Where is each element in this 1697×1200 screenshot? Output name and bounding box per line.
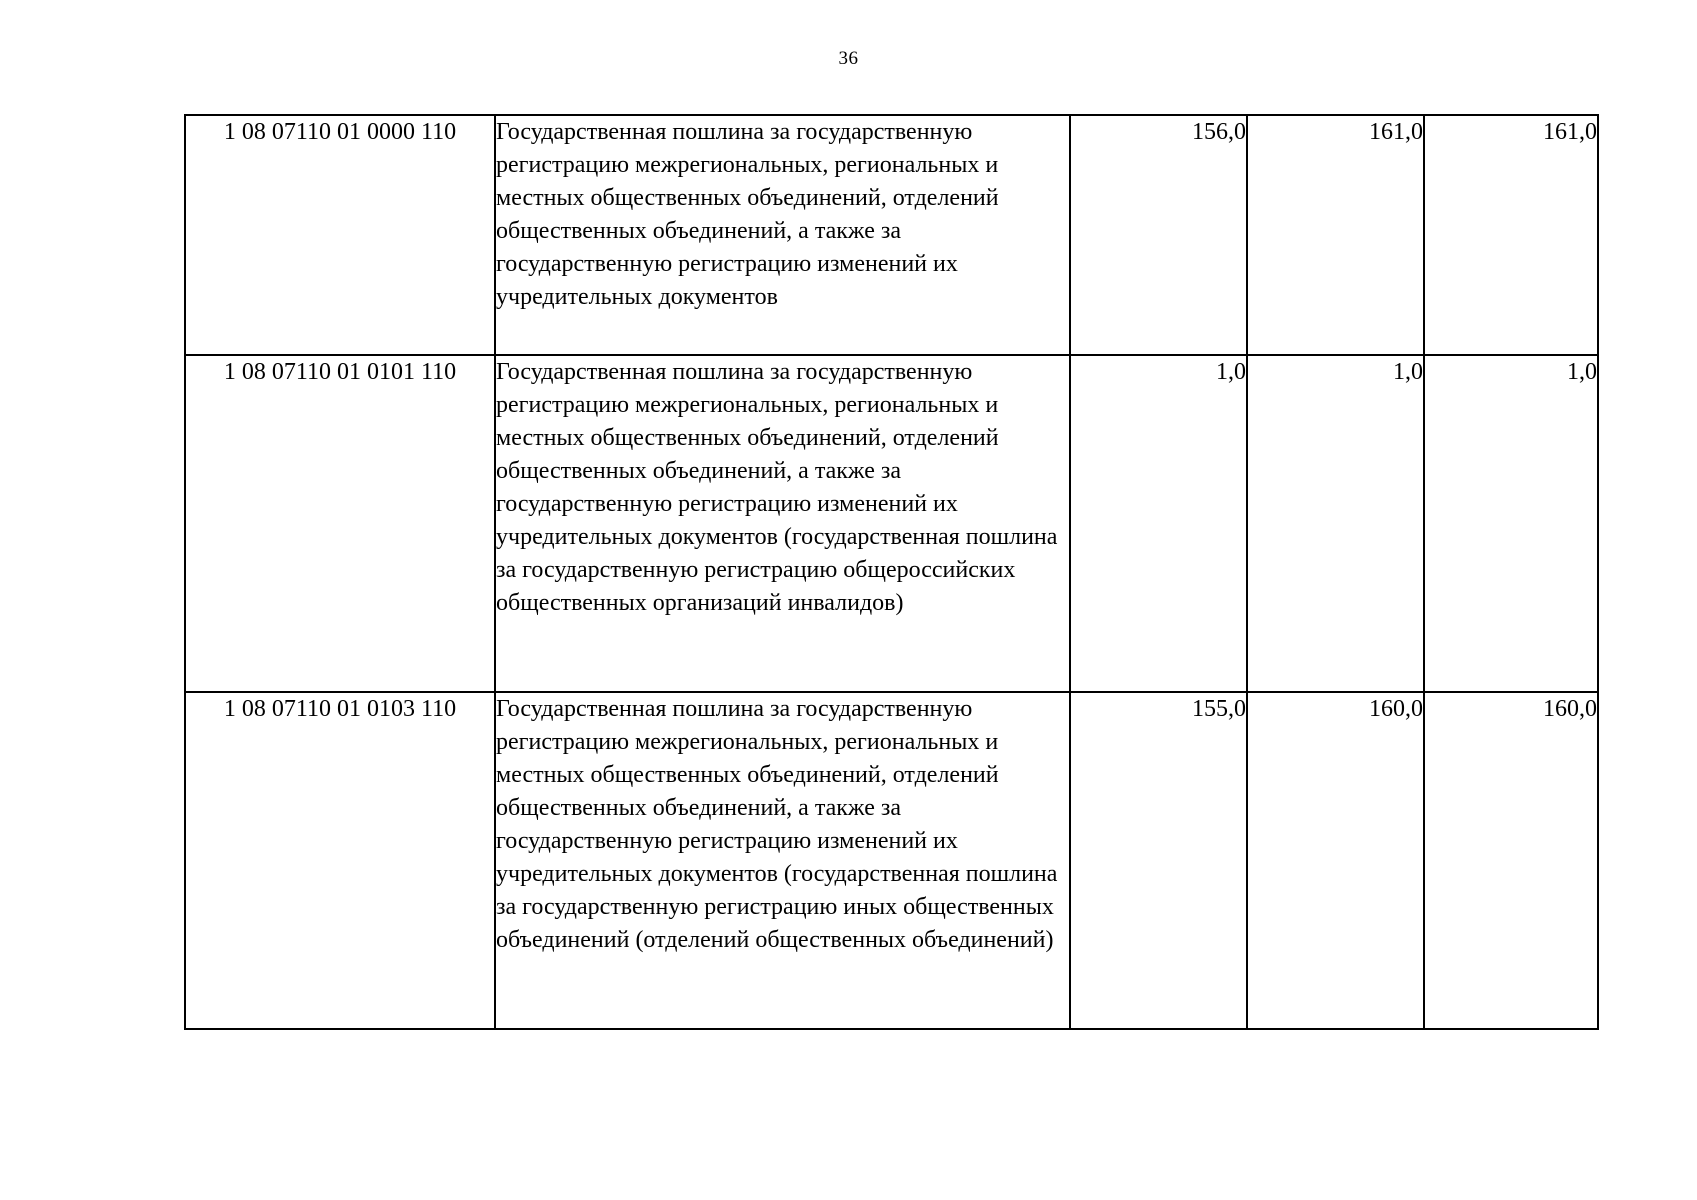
value-cell-3: 161,0: [1424, 115, 1598, 355]
budget-code-cell: 1 08 07110 01 0103 110: [185, 692, 495, 1029]
description-cell: Государственная пошлина за государственную регистрацию межрегиональных, региональных и местных общественных объединений, отделений общественных объединений, а также за государственную регистрацию изменений их учредительных документов (государственная пошлина за государственную регистрацию иных общественных объединений (отделений общественных объединений): [495, 692, 1070, 1029]
table-row: [185, 692, 1598, 1029]
value-cell-1: 1,0: [1070, 355, 1247, 692]
budget-code-cell: 1 08 07110 01 0000 110: [185, 115, 495, 355]
value-cell-3: 160,0: [1424, 692, 1598, 1029]
value-cell-2: 160,0: [1247, 692, 1424, 1029]
budget-code-cell: 1 08 07110 01 0101 110: [185, 355, 495, 692]
value-cell-1: 156,0: [1070, 115, 1247, 355]
value-cell-2: 1,0: [1247, 355, 1424, 692]
budget-table: [184, 114, 1599, 1030]
value-cell-3: 1,0: [1424, 355, 1598, 692]
description-cell: Государственная пошлина за государственную регистрацию межрегиональных, региональных и местных общественных объединений, отделений общественных объединений, а также за государственную регистрацию изменений их учредительных документов: [495, 115, 1070, 355]
value-cell-1: 155,0: [1070, 692, 1247, 1029]
page-number: 36: [838, 48, 859, 69]
value-cell-2: 161,0: [1247, 115, 1424, 355]
table-row: [185, 115, 1598, 355]
description-cell: Государственная пошлина за государственную регистрацию межрегиональных, региональных и местных общественных объединений, отделений общественных объединений, а также за государственную регистрацию изменений их учредительных документов (государственная пошлина за государственную регистрацию общероссийских общественных организаций инвалидов): [495, 355, 1070, 692]
table-row: [185, 355, 1598, 692]
